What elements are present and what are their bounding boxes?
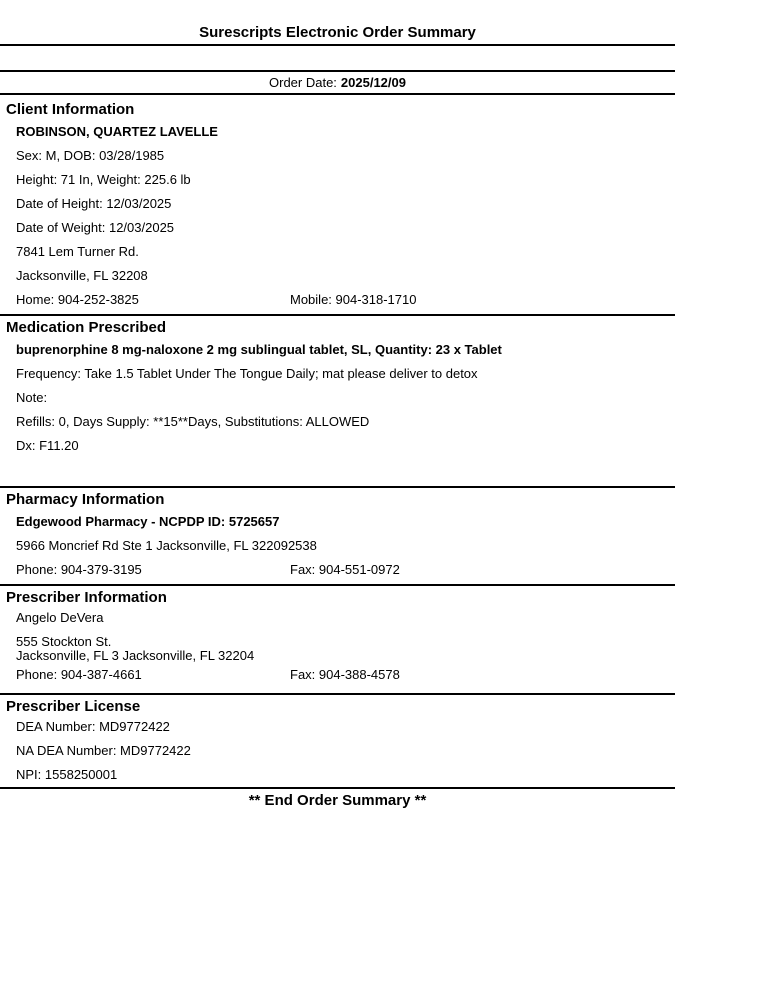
client-mobile-phone: Mobile: 904-318-1710 xyxy=(290,292,417,307)
client-phones-row xyxy=(0,288,675,312)
pharmacy-address: 5966 Moncrief Rd Ste 1 Jacksonville, FL 322092538 xyxy=(16,538,317,553)
medication-section xyxy=(0,314,675,486)
medication-drug: buprenorphine 8 mg-naloxone 2 mg sublingual tablet, SL, Quantity: 23 x Tablet xyxy=(16,342,502,357)
medication-dx: Dx: F11.20 xyxy=(16,438,79,453)
medication-frequency: Frequency: Take 1.5 Tablet Under The Tongue Daily; mat please deliver to detox xyxy=(16,366,478,381)
order-date-value: 2025/12/09 xyxy=(340,75,406,90)
spacer-row xyxy=(0,46,675,72)
page-title: Surescripts Electronic Order Summary xyxy=(199,24,476,41)
order-date-label: Order Date: xyxy=(269,75,337,90)
client-home-phone: Home: 904-252-3825 xyxy=(16,292,139,307)
prescriber-section xyxy=(0,584,675,693)
pharmacy-name: Edgewood Pharmacy - NCPDP ID: 5725657 xyxy=(16,514,280,529)
client-name: ROBINSON, QUARTEZ LAVELLE xyxy=(16,124,218,139)
prescriber-phone: Phone: 904-387-4661 xyxy=(16,667,142,682)
client-address-line2: Jacksonville, FL 32208 xyxy=(16,268,148,283)
pharmacy-phone: Phone: 904-379-3195 xyxy=(16,562,142,577)
prescriber-fax: Fax: 904-388-4578 xyxy=(290,667,400,682)
client-address-line1: 7841 Lem Turner Rd. xyxy=(16,244,139,259)
pharmacy-section-heading: Pharmacy Information xyxy=(6,491,165,508)
license-dea-number: DEA Number: MD9772422 xyxy=(16,719,170,734)
license-section xyxy=(0,693,675,787)
medication-section-heading: Medication Prescribed xyxy=(6,319,167,336)
pharmacy-fax: Fax: 904-551-0972 xyxy=(290,562,400,577)
pharmacy-section xyxy=(0,486,675,584)
end-order-summary: ** End Order Summary ** xyxy=(0,787,675,813)
client-information-section xyxy=(0,95,675,314)
order-date-row xyxy=(0,72,675,95)
client-sex-dob: Sex: M, DOB: 03/28/1985 xyxy=(16,148,165,163)
client-date-of-weight: Date of Weight: 12/03/2025 xyxy=(16,220,175,235)
medication-note: Note: xyxy=(16,390,48,405)
prescriber-address xyxy=(0,630,675,663)
prescriber-name: Angelo DeVera xyxy=(16,610,104,625)
license-section-heading: Prescriber License xyxy=(6,698,141,715)
medication-refills: Refills: 0, Days Supply: **15**Days, Substitutions: ALLOWED xyxy=(16,414,370,429)
client-height-weight: Height: 71 In, Weight: 225.6 lb xyxy=(16,172,191,187)
license-npi: NPI: 1558250001 xyxy=(16,767,118,782)
title-bar xyxy=(0,0,675,46)
prescriber-address-line1: 555 Stockton St. xyxy=(16,634,112,649)
client-date-of-height: Date of Height: 12/03/2025 xyxy=(16,196,172,211)
prescriber-section-heading: Prescriber Information xyxy=(6,589,167,606)
prescriber-phones-row xyxy=(0,663,675,687)
client-section-heading: Client Information xyxy=(6,101,135,118)
prescriber-address-line2: Jacksonville, FL 3 Jacksonville, FL 32204 xyxy=(16,648,255,663)
license-na-dea-number: NA DEA Number: MD9772422 xyxy=(16,743,191,758)
pharmacy-phones-row xyxy=(0,558,675,582)
